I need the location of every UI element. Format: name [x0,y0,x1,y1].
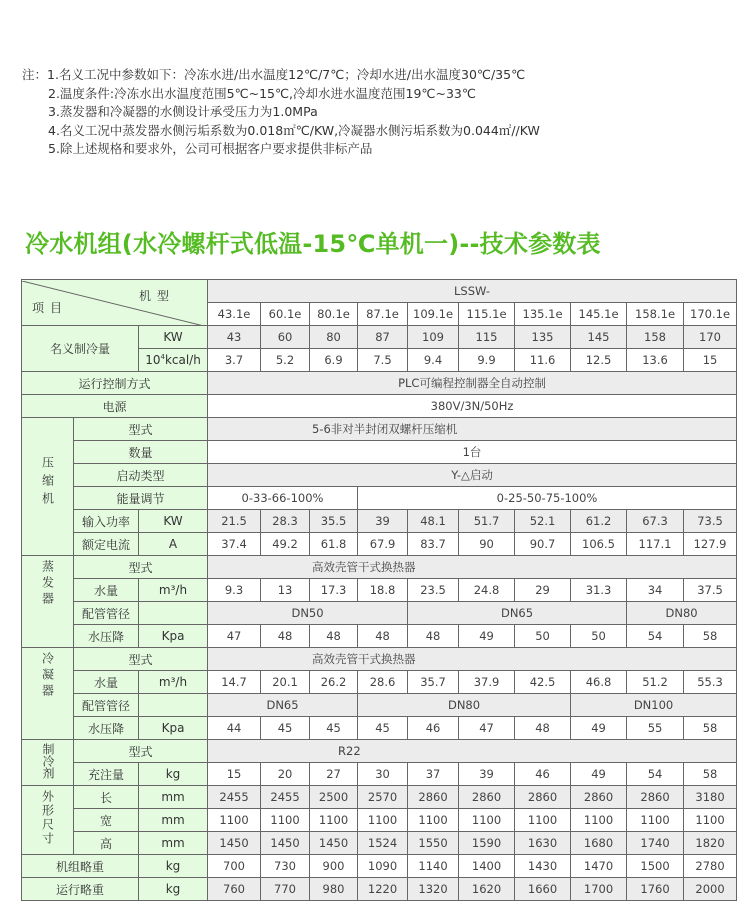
model-cell: 135.1e [515,303,571,326]
capacity-kw-row [22,326,737,349]
model-cell: 87.1e [358,303,408,326]
notes-block [22,66,540,159]
capacity-kcal-cell: 11.6 [515,349,571,372]
rated-current-cell: 49.2 [261,533,310,556]
unit-weight-cell: 1090 [358,855,408,878]
energy-value-a: 0-33-66-100% [208,487,358,510]
evap-pipe-label: 配管管径 [74,602,139,625]
charge-cell: 54 [627,763,684,786]
cond-pipe-b: DN80 [358,694,571,717]
width-cell: 1100 [310,809,358,832]
run-weight-cell: 1620 [459,878,515,901]
cond-water-cell: 35.7 [408,671,459,694]
width-cell: 1100 [261,809,310,832]
run-weight-cell: 1220 [358,878,408,901]
evap-drop-cell: 49 [459,625,515,648]
rated-current-cell: 117.1 [627,533,684,556]
evaporator-pipe-row [22,602,737,625]
evap-water-unit: m³/h [139,579,208,602]
evap-drop-label: 水压降 [74,625,139,648]
width-cell: 1100 [571,809,627,832]
refrigerant-type-label: 型式 [74,740,208,763]
height-cell: 1630 [515,832,571,855]
model-cell: 170.1e [684,303,737,326]
corner-model-label: 机型 [139,288,176,303]
series-header: LSSW- [208,280,737,303]
input-label: 输入功率 [74,510,139,533]
capacity-kcal-cell: 9.4 [408,349,459,372]
cond-drop-label: 水压降 [74,717,139,740]
unit-exp: 4 [160,353,165,361]
power-value: 380V/3N/50Hz [208,395,737,418]
rated-current-cell: 90.7 [515,533,571,556]
current-unit: A [139,533,208,556]
charge-cell: 37 [408,763,459,786]
evap-water-label: 水量 [74,579,139,602]
run-weight-cell: 1320 [408,878,459,901]
cond-drop-cell: 49 [571,717,627,740]
unit-weight-cell: 1430 [515,855,571,878]
charge-cell: 15 [208,763,261,786]
evap-water-cell: 24.8 [459,579,515,602]
note-2: 2.温度条件:冷冻水出水温度范围5℃~15℃,冷却水进水温度范围19℃~33℃ [48,85,476,101]
rated-current-cell: 127.9 [684,533,737,556]
length-cell: 3180 [684,786,737,809]
compressor-label: 压缩机 [40,455,55,510]
cond-water-cell: 14.7 [208,671,261,694]
evap-water-cell: 9.3 [208,579,261,602]
condenser-water-row [22,671,737,694]
dimension-height-row [22,832,737,855]
rated-current-cell: 37.4 [208,533,261,556]
evap-water-cell: 23.5 [408,579,459,602]
control-row [22,372,737,395]
power-label: 电源 [22,395,208,418]
unit-weight-unit: kg [139,855,208,878]
charge-cell: 20 [261,763,310,786]
capacity-kcal-cell: 6.9 [310,349,358,372]
evaporator-type-value: 高效壳管干式换热器 [208,556,737,579]
capacity-kw-cell: 87 [358,326,408,349]
unit-rest: kcal/h [164,353,201,367]
length-cell: 2455 [208,786,261,809]
capacity-kcal-cell: 7.5 [358,349,408,372]
condenser-type-value: 高效壳管干式换热器 [208,648,737,671]
input-unit: KW [139,510,208,533]
unit-weight-cell: 1400 [459,855,515,878]
cond-water-cell: 37.9 [459,671,515,694]
run-weight-cell: 1660 [515,878,571,901]
length-label: 长 [74,786,139,809]
compressor-count-row [22,441,737,464]
capacity-kw-cell: 158 [627,326,684,349]
cond-drop-cell: 45 [358,717,408,740]
evap-drop-cell: 58 [684,625,737,648]
unit-weight-row [22,855,737,878]
power-row [22,395,737,418]
cond-water-cell: 46.8 [571,671,627,694]
compressor-start-row [22,464,737,487]
unit-weight-cell: 2780 [684,855,737,878]
note-4: 4.名义工况中蒸发器水侧污垢系数为0.018㎡℃/KW,冷凝器水侧污垢系数为0.044㎡//KW [48,122,540,138]
length-cell: 2570 [358,786,408,809]
cond-drop-cell: 58 [684,717,737,740]
cond-water-cell: 20.1 [261,671,310,694]
model-cell: 43.1e [208,303,261,326]
compressor-count-value: 1台 [208,441,737,464]
evap-pipe-b: DN65 [408,602,627,625]
evap-water-cell: 18.8 [358,579,408,602]
input-power-cell: 48.1 [408,510,459,533]
unit-weight-label: 机组略重 [22,855,139,878]
evap-water-cell: 37.5 [684,579,737,602]
evap-water-cell: 13 [261,579,310,602]
unit-weight-cell: 1140 [408,855,459,878]
refrigerant-label: 制冷剂 [41,742,55,779]
refrigerant-charge-row [22,763,737,786]
dimensions-label: 外形尺寸 [40,790,55,846]
height-cell: 1740 [627,832,684,855]
evap-water-cell: 17.3 [310,579,358,602]
cond-drop-cell: 44 [208,717,261,740]
cond-water-unit: m³/h [139,671,208,694]
charge-cell: 49 [571,763,627,786]
width-cell: 1100 [208,809,261,832]
unit-weight-cell: 900 [310,855,358,878]
length-unit: mm [139,786,208,809]
run-weight-row [22,878,737,901]
model-cell: 158.1e [627,303,684,326]
evap-drop-cell: 50 [571,625,627,648]
cond-water-cell: 51.2 [627,671,684,694]
evap-drop-cell: 48 [408,625,459,648]
cond-water-label: 水量 [74,671,139,694]
compressor-count-label: 数量 [74,441,208,464]
rated-current-cell: 61.8 [310,533,358,556]
compressor-group-label [22,418,74,556]
evap-water-cell: 34 [627,579,684,602]
evap-pipe-c: DN80 [627,602,737,625]
model-cell: 80.1e [310,303,358,326]
capacity-kcal-cell: 5.2 [261,349,310,372]
evap-pipe-unit [139,602,208,625]
condenser-type-row [22,648,737,671]
evaporator-type-row [22,556,737,579]
length-cell: 2860 [515,786,571,809]
rated-current-cell: 106.5 [571,533,627,556]
charge-cell: 27 [310,763,358,786]
run-weight-cell: 1760 [627,878,684,901]
length-cell: 2860 [571,786,627,809]
control-value: PLC可编程控制器全自动控制 [208,372,737,395]
refrigerant-group-label [22,740,74,786]
capacity-label: 名义制冷量 [22,326,139,372]
spec-table [21,279,737,901]
cond-drop-cell: 48 [515,717,571,740]
width-cell: 1100 [358,809,408,832]
model-cell: 115.1e [459,303,515,326]
height-cell: 1550 [408,832,459,855]
compressor-start-label: 启动类型 [74,464,208,487]
charge-unit: kg [139,763,208,786]
width-cell: 1100 [684,809,737,832]
length-cell: 2860 [627,786,684,809]
capacity-kcal-cell: 15 [684,349,737,372]
unit-weight-cell: 700 [208,855,261,878]
unit-base: 10 [145,353,161,367]
input-power-cell: 21.5 [208,510,261,533]
height-label: 高 [74,832,139,855]
evap-drop-cell: 48 [358,625,408,648]
rated-current-cell: 83.7 [408,533,459,556]
cond-water-cell: 42.5 [515,671,571,694]
length-cell: 2455 [261,786,310,809]
note-1 [22,66,540,85]
cond-pipe-a: DN65 [208,694,358,717]
capacity-kcal-unit [139,349,208,372]
evaporator-water-row [22,579,737,602]
cond-drop-cell: 55 [627,717,684,740]
refrigerant-type-row [22,740,737,763]
capacity-kw-cell: 135 [515,326,571,349]
rated-current-cell: 90 [459,533,515,556]
height-unit: mm [139,832,208,855]
cond-water-cell: 26.2 [310,671,358,694]
cond-pipe-c: DN100 [571,694,737,717]
capacity-kw-cell: 43 [208,326,261,349]
length-cell: 2860 [408,786,459,809]
run-weight-label: 运行略重 [22,878,139,901]
cond-water-cell: 55.3 [684,671,737,694]
charge-cell: 46 [515,763,571,786]
input-power-cell: 39 [358,510,408,533]
input-power-cell: 35.5 [310,510,358,533]
charge-label: 充注量 [74,763,139,786]
width-cell: 1100 [627,809,684,832]
capacity-kw-cell: 170 [684,326,737,349]
run-weight-cell: 760 [208,878,261,901]
run-weight-cell: 770 [261,878,310,901]
evaporator-group-label [22,556,74,648]
energy-value-b: 0-25-50-75-100% [358,487,737,510]
unit-weight-cell: 1500 [627,855,684,878]
cond-drop-cell: 45 [310,717,358,740]
dimension-width-row [22,809,737,832]
condenser-group-label [22,648,74,740]
height-cell: 1820 [684,832,737,855]
corner-item-label: 项目 [32,300,69,315]
width-cell: 1100 [515,809,571,832]
control-label: 运行控制方式 [22,372,208,395]
page-title: 冷水机组(水冷螺杆式低温-15℃单机一)--技术参数表 [25,230,601,258]
evap-water-cell: 31.3 [571,579,627,602]
model-cell: 60.1e [261,303,310,326]
evap-pipe-a: DN50 [208,602,408,625]
cond-drop-cell: 46 [408,717,459,740]
unit-weight-cell: 1470 [571,855,627,878]
input-power-cell: 73.5 [684,510,737,533]
note-5: 5.除上述规格和要求外，公司可根据客户要求提供非标产品 [48,141,373,156]
input-power-cell: 61.2 [571,510,627,533]
width-cell: 1100 [408,809,459,832]
charge-cell: 58 [684,763,737,786]
compressor-type-row [22,418,737,441]
current-label: 额定电流 [74,533,139,556]
evap-water-cell: 29 [515,579,571,602]
charge-cell: 30 [358,763,408,786]
input-power-cell: 28.3 [261,510,310,533]
evaporator-type-label: 型式 [74,556,208,579]
condenser-label: 冷凝器 [40,652,55,700]
compressor-energy-row [22,487,737,510]
evaporator-label: 蒸发器 [40,560,55,608]
height-cell: 1450 [261,832,310,855]
capacity-kw-cell: 109 [408,326,459,349]
height-cell: 1450 [310,832,358,855]
dimension-length-row [22,786,737,809]
dimensions-group-label [22,786,74,855]
cond-pipe-unit [139,694,208,717]
capacity-kw-cell: 145 [571,326,627,349]
compressor-input-row [22,510,737,533]
width-unit: mm [139,809,208,832]
unit-weight-cell: 730 [261,855,310,878]
height-cell: 1680 [571,832,627,855]
input-power-cell: 52.1 [515,510,571,533]
capacity-kcal-cell: 3.7 [208,349,261,372]
cond-drop-cell: 45 [261,717,310,740]
note-3: 3.蒸发器和冷凝器的水侧设计承受压力为1.0MPa [48,104,318,119]
note-text: 1.名义工况中参数如下：冷冻水进/出水温度12℃/7℃；冷却水进/出水温度30℃/35℃ [47,67,526,82]
rated-current-cell: 67.9 [358,533,408,556]
height-cell: 1524 [358,832,408,855]
evap-drop-cell: 48 [310,625,358,648]
cond-pipe-label: 配管管径 [74,694,139,717]
capacity-kw-cell: 60 [261,326,310,349]
model-cell: 145.1e [571,303,627,326]
condenser-type-label: 型式 [74,648,208,671]
evap-drop-cell: 47 [208,625,261,648]
model-cell: 109.1e [408,303,459,326]
charge-cell: 39 [459,763,515,786]
run-weight-cell: 2000 [684,878,737,901]
capacity-kw-unit: KW [139,326,208,349]
evap-drop-cell: 50 [515,625,571,648]
capacity-kw-cell: 115 [459,326,515,349]
length-cell: 2500 [310,786,358,809]
width-label: 宽 [74,809,139,832]
notes-prefix: 注： [22,67,48,82]
compressor-energy-label: 能量调节 [74,487,208,510]
capacity-kw-cell: 80 [310,326,358,349]
width-cell: 1100 [459,809,515,832]
compressor-type-value: 5-6非对半封闭双螺杆压缩机 [208,418,737,441]
input-power-cell: 51.7 [459,510,515,533]
capacity-kcal-cell: 12.5 [571,349,627,372]
compressor-type-label: 型式 [74,418,208,441]
condenser-drop-row [22,717,737,740]
run-weight-unit: kg [139,878,208,901]
compressor-current-row [22,533,737,556]
run-weight-cell: 980 [310,878,358,901]
evaporator-drop-row [22,625,737,648]
capacity-kcal-cell: 9.9 [459,349,515,372]
corner-header-cell [22,280,208,326]
refrigerant-type-value: R22 [208,740,737,763]
input-power-cell: 67.3 [627,510,684,533]
evap-drop-cell: 48 [261,625,310,648]
cond-water-cell: 28.6 [358,671,408,694]
condenser-pipe-row [22,694,737,717]
compressor-start-value: Y-△启动 [208,464,737,487]
cond-drop-unit: Kpa [139,717,208,740]
capacity-kcal-cell: 13.6 [627,349,684,372]
run-weight-cell: 1700 [571,878,627,901]
length-cell: 2860 [459,786,515,809]
cond-drop-cell: 47 [459,717,515,740]
evap-drop-cell: 54 [627,625,684,648]
evap-drop-unit: Kpa [139,625,208,648]
height-cell: 1590 [459,832,515,855]
height-cell: 1450 [208,832,261,855]
